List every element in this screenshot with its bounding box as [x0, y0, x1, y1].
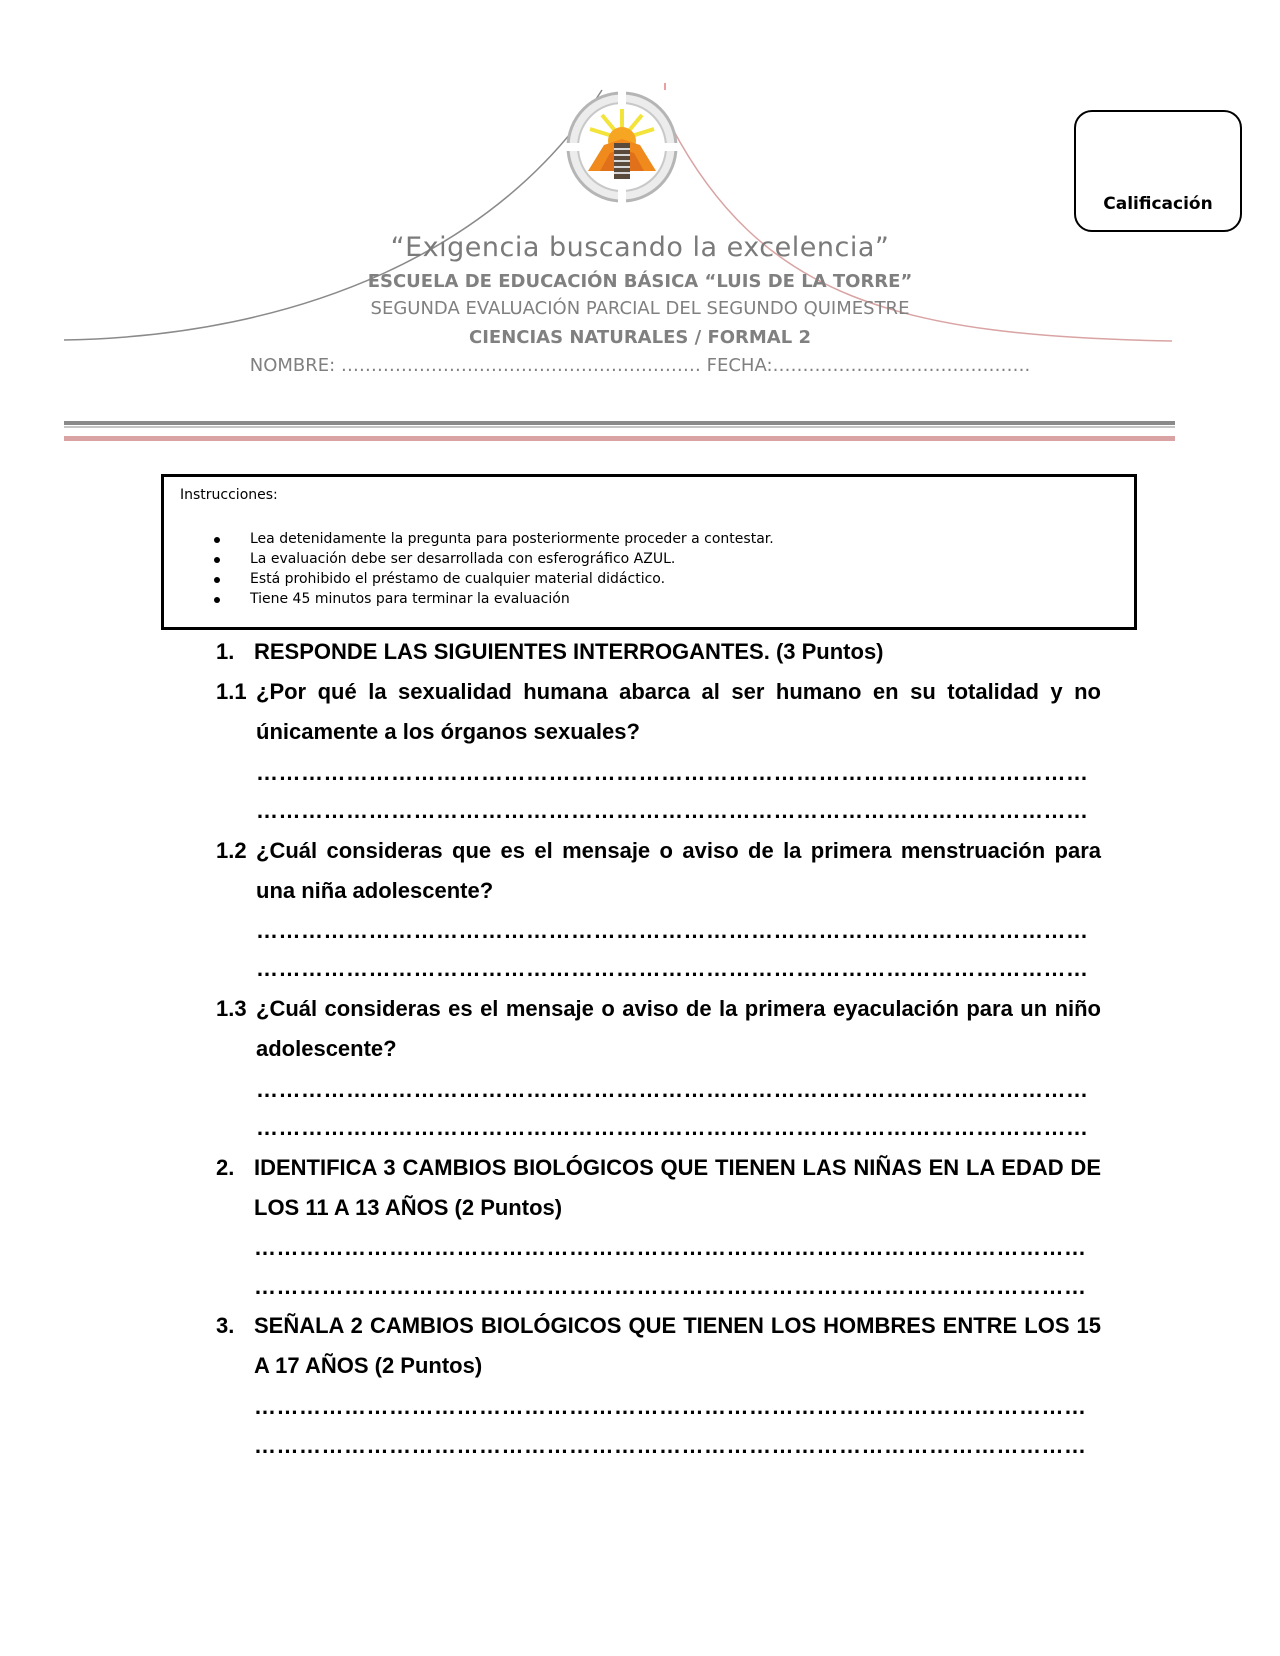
question-number: 2.	[216, 1155, 235, 1180]
question-text: IDENTIFICA 3 CAMBIOS BIOLÓGICOS QUE TIENEN LAS NIÑAS EN LA EDAD DE LOS 11 A 13 AÑOS (2 Puntos)	[254, 1155, 1101, 1220]
question-3	[0, 1306, 1280, 1386]
instruction-item: Está prohibido el préstamo de cualquier material didáctico.	[214, 569, 774, 589]
question-text: ¿Por qué la sexualidad humana abarca al ser humano en su totalidad y no únicamente a los órganos sexuales?	[256, 679, 1101, 744]
question-number: 1.2	[216, 838, 247, 863]
question-1-3	[0, 989, 1280, 1069]
question-number: 1.1	[216, 679, 247, 704]
question-text: RESPONDE LAS SIGUIENTES INTERROGANTES. (3 Puntos)	[254, 639, 884, 664]
question-number: 1.3	[216, 996, 247, 1021]
instructions-box	[161, 474, 1137, 630]
instructions-list	[214, 529, 774, 609]
answer-line[interactable]: …………………………………………………………………………………………………	[256, 956, 1089, 981]
question-2	[0, 1148, 1280, 1228]
grade-label: Calificación	[1103, 194, 1213, 214]
answer-line[interactable]: …………………………………………………………………………………………………	[256, 918, 1089, 943]
answer-line[interactable]: …………………………………………………………………………………………………	[254, 1394, 1087, 1419]
evaluation-title: SEGUNDA EVALUACIÓN PARCIAL DEL SEGUNDO QUIMESTRE	[370, 298, 910, 319]
question-number: 1.	[216, 639, 235, 664]
question-text: SEÑALA 2 CAMBIOS BIOLÓGICOS QUE TIENEN LOS HOMBRES ENTRE LOS 15 A 17 AÑOS (2 Puntos)	[254, 1313, 1101, 1378]
question-text: ¿Cuál consideras es el mensaje o aviso de la primera eyaculación para un niño adolescente?	[256, 996, 1101, 1061]
question-text: ¿Cuál consideras que es el mensaje o aviso de la primera menstruación para una niña adolescente?	[256, 838, 1101, 903]
instruction-item: Lea detenidamente la pregunta para posteriormente proceder a contestar.	[214, 529, 774, 549]
answer-line[interactable]: …………………………………………………………………………………………………	[256, 1077, 1089, 1102]
school-motto: “Exigencia buscando la excelencia”	[390, 232, 890, 263]
instruction-item: Tiene 45 minutos para terminar la evaluación	[214, 589, 774, 609]
instructions-title: Instrucciones:	[180, 487, 278, 503]
header-divider-red	[64, 436, 1175, 441]
grade-box[interactable]	[1074, 110, 1242, 232]
school-name: ESCUELA DE EDUCACIÓN BÁSICA “LUIS DE LA TORRE”	[367, 271, 913, 292]
question-number: 3.	[216, 1313, 235, 1338]
question-1	[0, 632, 1280, 672]
answer-line[interactable]: …………………………………………………………………………………………………	[256, 1115, 1089, 1140]
name-date-line[interactable]: NOMBRE: …………………………………………………… FECHA:…………………………………….	[249, 355, 1031, 376]
answer-line[interactable]: …………………………………………………………………………………………………	[254, 1235, 1087, 1260]
header-divider-gray	[64, 421, 1175, 425]
subject-title: CIENCIAS NATURALES / FORMAL 2	[468, 327, 812, 348]
question-1-1	[0, 672, 1280, 752]
answer-line[interactable]: …………………………………………………………………………………………………	[254, 1433, 1087, 1458]
answer-line[interactable]: …………………………………………………………………………………………………	[254, 1274, 1087, 1299]
instruction-item: La evaluación debe ser desarrollada con esferográfico AZUL.	[214, 549, 774, 569]
school-logo	[566, 91, 678, 203]
question-1-2	[0, 831, 1280, 911]
answer-line[interactable]: …………………………………………………………………………………………………	[256, 798, 1089, 823]
answer-line[interactable]: …………………………………………………………………………………………………	[256, 760, 1089, 785]
header-divider-light	[64, 426, 1175, 428]
